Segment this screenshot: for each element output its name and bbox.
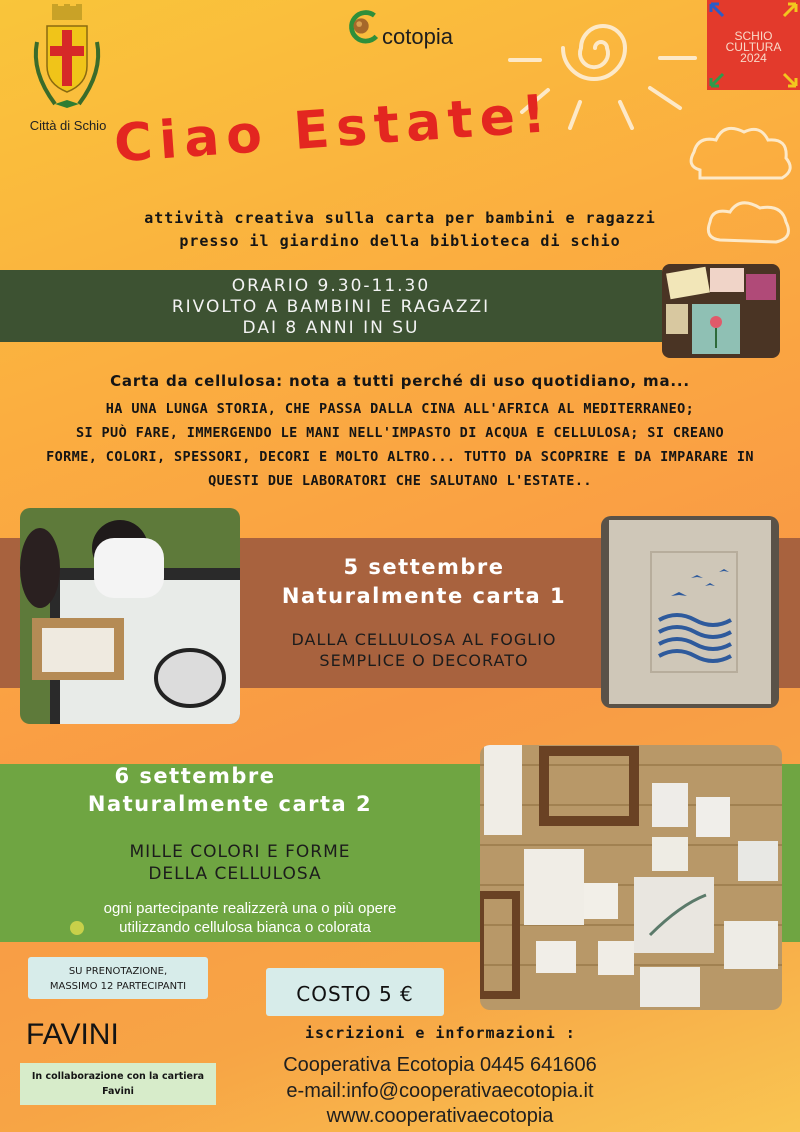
schio-cultura-badge — [707, 0, 800, 90]
event2-note: utilizzando cellulosa bianca o colorata — [119, 919, 371, 936]
intro-lead: Carta da cellulosa: nota a tutti perché di uso quotidiano, ma... — [110, 372, 690, 390]
intro-line: FORME, COLORI, SPESSORI, DECORI E MOLTO ALTRO... TUTTO DA SCOPRIRE E DA IMPARARE IN — [46, 449, 754, 465]
badge-line: SCHIO — [734, 29, 773, 43]
event2-desc: MILLE COLORI E FORME — [129, 842, 351, 862]
intro-line: QUESTI DUE LABORATORI CHE SALUTANO L'ESTATE.. — [208, 473, 592, 489]
contact-website[interactable]: www.cooperativaecotopia — [326, 1105, 554, 1127]
cloud-doodle — [680, 110, 800, 250]
children-making-paper-photo — [20, 508, 240, 724]
cost-label: COSTO 5 € — [296, 982, 414, 1006]
ecotopia-name: cotopia — [382, 24, 453, 49]
contact-email[interactable]: e-mail:info@cooperativaecotopia.it — [286, 1080, 594, 1102]
badge-line: 2024 — [740, 51, 767, 65]
age-line: DAI 8 ANNI IN SU — [242, 318, 420, 338]
city-label: Città di Schio — [29, 118, 107, 133]
collaboration-note — [20, 1063, 216, 1105]
contact-phone: Cooperativa Ecotopia 0445 641606 — [283, 1054, 597, 1076]
collaboration-text: In collaborazione con la cartiera Favini — [31, 1071, 205, 1097]
booking-line: SU PRENOTAZIONE, — [68, 966, 168, 977]
subtitle-line: presso il giardino della biblioteca di schio — [179, 232, 621, 250]
ecotopia-logo — [344, 6, 382, 44]
paper-samples-photo — [662, 264, 780, 358]
event1-date: 5 settembre — [343, 555, 505, 579]
event2-date: 6 settembre — [114, 764, 276, 788]
booking-note — [28, 957, 208, 999]
intro-line: HA UNA LUNGA STORIA, CHE PASSA DALLA CINA ALL'AFRICA AL MEDITERRANEO; — [105, 401, 695, 417]
cost-box — [266, 968, 444, 1016]
booking-line: MASSIMO 12 PARTECIPANTI — [49, 981, 187, 992]
schedule-line: ORARIO 9.30-11.30 — [231, 276, 431, 296]
favini-logo: FAVINI — [26, 1018, 119, 1051]
subtitle-line: attività creativa sulla carta per bambini e ragazzi — [144, 209, 656, 227]
bullet-dot — [70, 921, 84, 935]
colored-paper-samples-photo — [480, 745, 782, 1010]
event1-desc: SEMPLICE O DECORATO — [319, 651, 529, 670]
main-title: Ciao Estate! — [112, 84, 555, 175]
event2-desc: DELLA CELLULOSA — [148, 864, 322, 884]
event1-desc: DALLA CELLULOSA AL FOGLIO — [291, 630, 557, 649]
decorated-paper-sheet-photo — [601, 516, 779, 708]
city-crest-logo — [22, 2, 112, 122]
audience-line: RIVOLTO A BAMBINI E RAGAZZI — [171, 297, 491, 317]
badge-line: CULTURA — [725, 40, 782, 54]
event1-name: Naturalmente carta 1 — [281, 584, 567, 608]
event2-note: ogni partecipante realizzerà una o più opere — [103, 900, 397, 917]
contacts-heading: iscrizioni e informazioni : — [305, 1024, 576, 1042]
event2-name: Naturalmente carta 2 — [87, 792, 373, 816]
schedule-band — [0, 270, 662, 342]
intro-line: SI PUÒ FARE, IMMERGENDO LE MANI NELL'IMPASTO DI ACQUA E CELLULOSA; SI CREANO — [75, 425, 725, 441]
